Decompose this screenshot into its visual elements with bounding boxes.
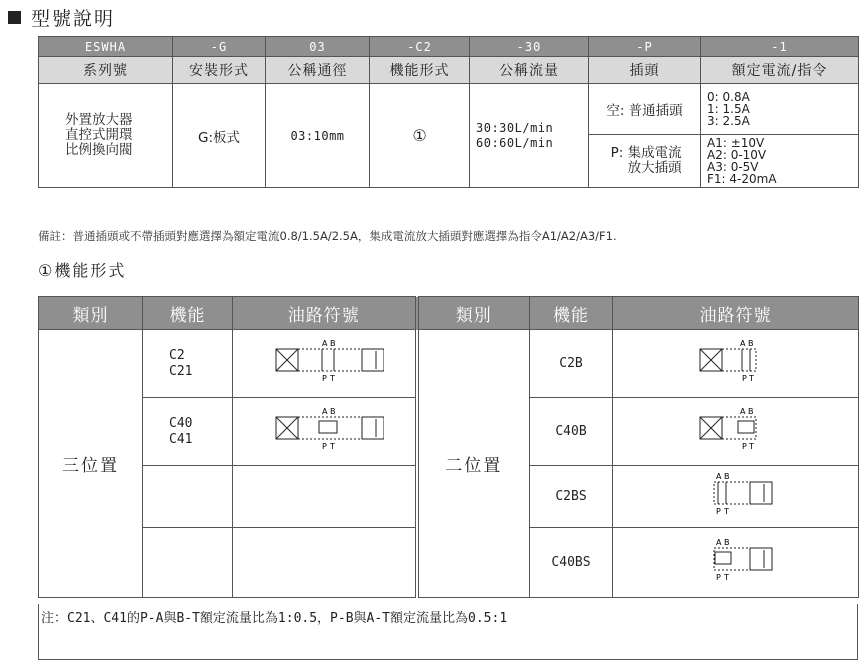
code-cell: -1 xyxy=(701,37,859,57)
header-symbol: 油路符號 xyxy=(613,297,859,330)
valve-symbol-c40 xyxy=(264,405,384,455)
code-cell: ESWHA xyxy=(39,37,173,57)
valve-symbol-c2 xyxy=(264,337,384,387)
symbol-cell xyxy=(233,466,417,528)
footnote-box xyxy=(38,604,858,660)
port-label: B xyxy=(329,406,336,416)
spool-box xyxy=(750,548,772,570)
code-cell: -P xyxy=(589,37,701,57)
symbol-cell xyxy=(613,528,859,598)
spool-box xyxy=(715,552,731,564)
port-label: B xyxy=(747,338,753,348)
port-label: T xyxy=(723,572,729,582)
port-label: T xyxy=(329,441,335,451)
command-cell xyxy=(701,135,859,188)
function-code: C40 C41 xyxy=(143,398,233,466)
page-heading xyxy=(8,4,115,31)
symbol-cell xyxy=(613,398,859,466)
port-label: P xyxy=(715,506,721,516)
function-code: C2B xyxy=(530,330,613,398)
function-code: C2 C21 xyxy=(143,330,233,398)
port-label: B xyxy=(723,537,729,547)
flow-line: 30:30L/min xyxy=(476,120,554,135)
function-code: C40B xyxy=(530,398,613,466)
port-label: P xyxy=(715,572,721,582)
command-line: F1: 4-20mA xyxy=(707,172,777,186)
spool-box xyxy=(722,417,756,439)
group-three-position: 三位置 xyxy=(39,330,143,598)
code-cell: 03 xyxy=(266,37,370,57)
series-cell xyxy=(39,84,173,188)
symbol-cell xyxy=(233,330,417,398)
spool-box xyxy=(722,349,756,371)
current-line: 0: 0.8A xyxy=(707,90,750,104)
function-table xyxy=(38,296,859,598)
flow-line: 60:60L/min xyxy=(476,135,554,150)
spool-box xyxy=(362,417,384,439)
flow-cell xyxy=(470,84,589,188)
function-header-row xyxy=(39,297,859,330)
port-label: B xyxy=(723,471,729,481)
header-cell: 安裝形式 xyxy=(173,57,266,84)
value-row xyxy=(39,84,859,135)
footnote-text: 注：C21、C41的P-A與B-T額定流量比為1:0.5，P-B與A-T額定流量比為0.5:1 xyxy=(41,611,508,626)
plug-normal-cell: 空: 普通插頭 xyxy=(589,84,701,135)
valve-symbol-c2b xyxy=(696,337,776,387)
header-cell: 公稱通徑 xyxy=(266,57,370,84)
port-label: B xyxy=(747,406,753,416)
port-label: P xyxy=(741,441,747,451)
code-row xyxy=(39,37,859,57)
section-title: ①機能形式 xyxy=(38,261,127,280)
header-cell: 公稱流量 xyxy=(470,57,589,84)
command-line: A3: 0-5V xyxy=(707,160,759,174)
series-text: 外置放大器 直控式開環 比例換向閥 xyxy=(65,112,133,158)
header-cell: 插頭 xyxy=(589,57,701,84)
model-code-table xyxy=(38,36,859,188)
function-code xyxy=(143,528,233,598)
header-row xyxy=(39,57,859,84)
function-code xyxy=(143,466,233,528)
port-label: P xyxy=(741,373,747,383)
plug-amp-text: P: 集成電流 放大插頭 xyxy=(610,145,682,176)
function-cell: ① xyxy=(370,84,470,188)
spool-box xyxy=(362,349,384,371)
port-label: T xyxy=(723,506,729,516)
spool-box xyxy=(319,421,337,433)
header-cell: 額定電流/指令 xyxy=(701,57,859,84)
port-label: T xyxy=(329,373,335,383)
port-label: A xyxy=(321,338,328,348)
port-label: B xyxy=(329,338,336,348)
port-label: A xyxy=(739,338,745,348)
size-cell: 03:10mm xyxy=(266,84,370,188)
function-code: C2BS xyxy=(530,466,613,528)
valve-symbol-c40b xyxy=(696,405,776,455)
remark-note: 備註：普通插頭或不帶插頭對應選擇為額定電流0.8/1.5A/2.5A，集成電流放大插頭對應選擇為指令A1/A2/A3/F1. xyxy=(38,229,617,243)
group-two-position: 二位置 xyxy=(417,330,530,598)
header-cell: 機能形式 xyxy=(370,57,470,84)
port-label: P xyxy=(321,441,327,451)
current-line: 1: 1.5A xyxy=(707,102,750,116)
symbol-cell xyxy=(233,528,417,598)
code-cell: -C2 xyxy=(370,37,470,57)
spool-box xyxy=(714,482,750,504)
command-line: A2: 0-10V xyxy=(707,148,767,162)
header-function: 機能 xyxy=(143,297,233,330)
code-cell: -30 xyxy=(470,37,589,57)
valve-symbol-c40bs xyxy=(696,536,776,586)
header-function: 機能 xyxy=(530,297,613,330)
command-line: A1: ±10V xyxy=(707,136,765,150)
current-cell xyxy=(701,84,859,135)
port-label: A xyxy=(715,471,721,481)
port-label: A xyxy=(739,406,745,416)
spool-box xyxy=(738,421,754,433)
header-cell: 系列號 xyxy=(39,57,173,84)
header-category: 類別 xyxy=(417,297,530,330)
function-code: C40BS xyxy=(530,528,613,598)
port-label: A xyxy=(321,406,328,416)
symbol-cell xyxy=(613,330,859,398)
port-label: A xyxy=(715,537,721,547)
square-bullet-icon xyxy=(8,11,21,24)
plug-amp-cell xyxy=(589,135,701,188)
spool-box xyxy=(298,349,362,371)
function-row xyxy=(39,330,859,398)
header-symbol: 油路符號 xyxy=(233,297,417,330)
spool-box xyxy=(298,417,362,439)
spool-box xyxy=(714,548,750,570)
port-label: T xyxy=(748,373,754,383)
valve-symbol-c2bs xyxy=(696,470,776,520)
spool-box xyxy=(750,482,772,504)
mount-cell: G:板式 xyxy=(173,84,266,188)
port-label: T xyxy=(748,441,754,451)
symbol-cell xyxy=(613,466,859,528)
current-line: 3: 2.5A xyxy=(707,114,750,128)
port-label: P xyxy=(321,373,327,383)
code-cell: -G xyxy=(173,37,266,57)
symbol-cell xyxy=(233,398,417,466)
page-title: 型號說明 xyxy=(31,8,116,30)
header-category: 類別 xyxy=(39,297,143,330)
